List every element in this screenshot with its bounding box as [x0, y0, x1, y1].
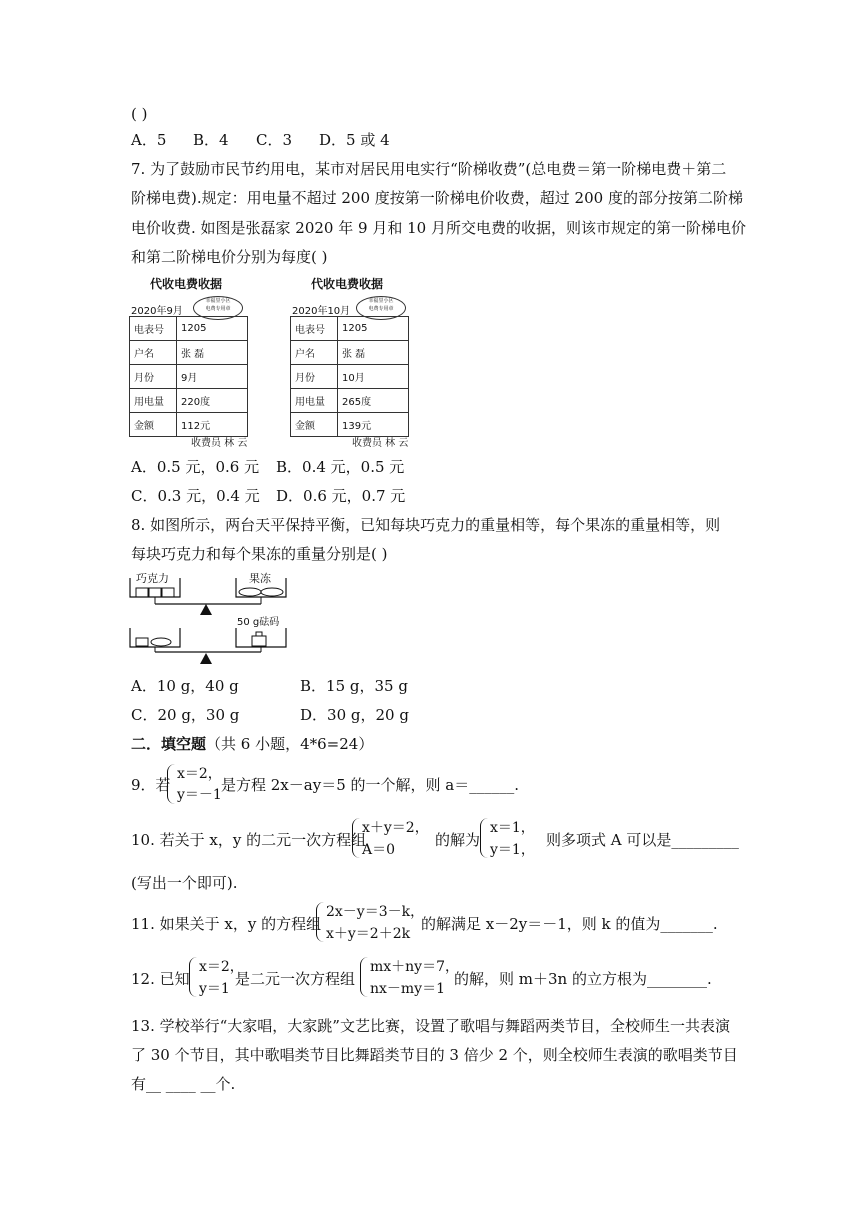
- receipt-table: [129, 316, 248, 437]
- q12-pre: 12. 已知: [131, 970, 190, 988]
- q7-option-d: D．0.6 元，0.7 元: [276, 487, 406, 505]
- label-jelly: 果冻: [249, 572, 271, 585]
- eq-2: y＝－1: [177, 787, 222, 803]
- table-row: [291, 365, 409, 389]
- stamp-line-2: 电费专用章: [205, 306, 231, 312]
- q10-system-2: [480, 818, 540, 860]
- brace: [480, 818, 489, 858]
- q8-line-2: 每块巧克力和每个果冻的重量分别是( ): [131, 545, 388, 563]
- q8-option-d: D．30 g，20 g: [300, 706, 409, 724]
- q8-option-a: A．10 g，40 g: [131, 677, 239, 695]
- cell-value: 张 磊: [338, 341, 409, 365]
- cell-label: 户名: [291, 341, 338, 365]
- receipt-date: 2020年10月: [292, 306, 351, 317]
- q10-pre: 10. 若关于 x，y 的二元一次方程组: [131, 831, 367, 849]
- q7-line-4: 和第二阶梯电价分别为每度( ): [131, 248, 328, 266]
- fulcrum-icon: [200, 604, 212, 615]
- receipt-title: 代收电费收据: [311, 277, 384, 291]
- stamp-line-2: 电费专用章: [368, 306, 394, 312]
- cell-label: 金额: [130, 413, 177, 437]
- table-row: [130, 389, 248, 413]
- cell-value: 265度: [338, 389, 409, 413]
- q6-paren: ( ): [131, 105, 148, 123]
- cell-value: 9月: [177, 365, 248, 389]
- q12-system-2: [360, 957, 460, 999]
- q7-line-3: 电价收费. 如图是张磊家 2020 年 9 月和 10 月所交电费的收据，则该市规定的第一阶梯电价: [131, 219, 746, 237]
- q12-mid: 是二元一次方程组: [235, 970, 356, 988]
- table-row: [291, 413, 409, 437]
- q13-line-1: 13. 学校举行“大家唱，大家跳”文艺比赛，设置了歌唱与舞蹈两类节目，全校师生一共表演: [131, 1017, 730, 1035]
- brace: [352, 818, 361, 858]
- table-row: [291, 389, 409, 413]
- table-row: [130, 365, 248, 389]
- q11-pre: 11. 如果关于 x，y 的方程组: [131, 915, 322, 933]
- q7-line-2: 阶梯电费).规定：用电量不超过 200 度按第一阶梯电价收费，超过 200 度的部分按第二阶梯: [131, 189, 743, 207]
- cell-label: 用电量: [291, 389, 338, 413]
- cell-value: 1205: [338, 317, 409, 341]
- stamp-line-1: 幸福里小区: [368, 298, 394, 304]
- q7-line-1: 7. 为了鼓励市民节约用电，某市对居民用电实行“阶梯收费”(总电费＝第一阶梯电费＋第二: [131, 160, 727, 178]
- cell-label: 月份: [291, 365, 338, 389]
- eq-1: x＋y＝2，: [362, 820, 429, 836]
- q6-option-c: C．3: [256, 131, 293, 149]
- q7-option-b: B．0.4 元，0.5 元: [276, 458, 405, 476]
- q7-option-a: A．0.5 元，0.6 元: [131, 458, 260, 476]
- q6-option-b: B．4: [193, 131, 229, 149]
- section-heading: [131, 734, 373, 754]
- q6-option-a: A．5: [131, 131, 167, 149]
- cell-value: 220度: [177, 389, 248, 413]
- table-row: [291, 341, 409, 365]
- q11-system: [316, 902, 425, 944]
- cell-label: 户名: [130, 341, 177, 365]
- section-title: 二．填空题: [131, 735, 207, 753]
- cell-label: 电表号: [130, 317, 177, 341]
- q9-post: 是方程 2x－ay＝5 的一个解，则 a＝______.: [221, 776, 519, 794]
- q13-line-3: 有__ ____ __个.: [131, 1075, 236, 1093]
- table-row: [130, 341, 248, 365]
- cell-value: 139元: [338, 413, 409, 437]
- eq-1: mx＋ny＝7，: [370, 959, 460, 975]
- q8-option-c: C．20 g，30 g: [131, 706, 240, 724]
- label-weight: 50 g砝码: [237, 617, 280, 628]
- q11-post: 的解满足 x－2y＝－1，则 k 的值为_______.: [421, 915, 718, 933]
- brace: [316, 902, 325, 942]
- brace: [189, 957, 198, 997]
- stamp-line-1: 幸福里小区: [205, 298, 231, 304]
- receipt-signature: 收费员 林 云: [352, 438, 409, 449]
- q7-option-c: C．0.3 元，0.4 元: [131, 487, 260, 505]
- q8-option-b: B．15 g，35 g: [300, 677, 408, 695]
- eq-2: x＋y＝2＋2k: [326, 926, 411, 942]
- eq-1: x＝1，: [490, 820, 535, 836]
- table-row: [291, 317, 409, 341]
- eq-2: nx－my＝1: [370, 981, 446, 997]
- q6-option-d: D．5 或 4: [319, 131, 390, 149]
- eq-1: 2x－y＝3－k，: [326, 904, 425, 920]
- cell-label: 金额: [291, 413, 338, 437]
- q10-system-1: [352, 818, 432, 860]
- receipt-date: 2020年9月: [131, 306, 183, 317]
- receipt-september: [129, 272, 259, 452]
- eq-1: x＝2，: [177, 766, 222, 782]
- cell-value: 张 磊: [177, 341, 248, 365]
- cell-label: 用电量: [130, 389, 177, 413]
- eq-2: y＝1: [199, 981, 230, 997]
- receipt-october: [290, 272, 420, 452]
- receipt-title: 代收电费收据: [150, 277, 223, 291]
- balance-figure: [128, 570, 288, 670]
- eq-2: y＝1，: [490, 842, 535, 858]
- eq-1: x＝2，: [199, 959, 244, 975]
- cell-label: 电表号: [291, 317, 338, 341]
- section-note: （共 6 小题，4*6=24）: [206, 735, 374, 753]
- table-row: [130, 413, 248, 437]
- q12-post: 的解，则 m＋3n 的立方根为________.: [454, 970, 712, 988]
- q13-line-2: 了 30 个节目，其中歌唱类节目比舞蹈类节目的 3 倍少 2 个，则全校师生表演的歌唱类节目: [131, 1046, 738, 1064]
- q9-system: [167, 764, 227, 806]
- cell-value: 112元: [177, 413, 248, 437]
- brace: [360, 957, 369, 997]
- receipt-table: [290, 316, 409, 437]
- cell-label: 月份: [130, 365, 177, 389]
- table-row: [130, 317, 248, 341]
- q10-mid: 的解为: [435, 831, 481, 849]
- q10-post: 则多项式 A 可以是_________: [546, 831, 739, 849]
- label-chocolate: 巧克力: [136, 572, 169, 585]
- cell-value: 10月: [338, 365, 409, 389]
- q10-line-2: (写出一个即可).: [131, 874, 238, 892]
- q9-pre: 9．若: [131, 776, 171, 794]
- receipt-signature: 收费员 林 云: [191, 438, 248, 449]
- brace: [167, 764, 176, 804]
- eq-2: A＝0: [362, 842, 396, 858]
- q8-line-1: 8. 如图所示，两台天平保持平衡，已知每块巧克力的重量相等，每个果冻的重量相等，则: [131, 516, 721, 534]
- cell-value: 1205: [177, 317, 248, 341]
- fulcrum-icon: [200, 653, 212, 664]
